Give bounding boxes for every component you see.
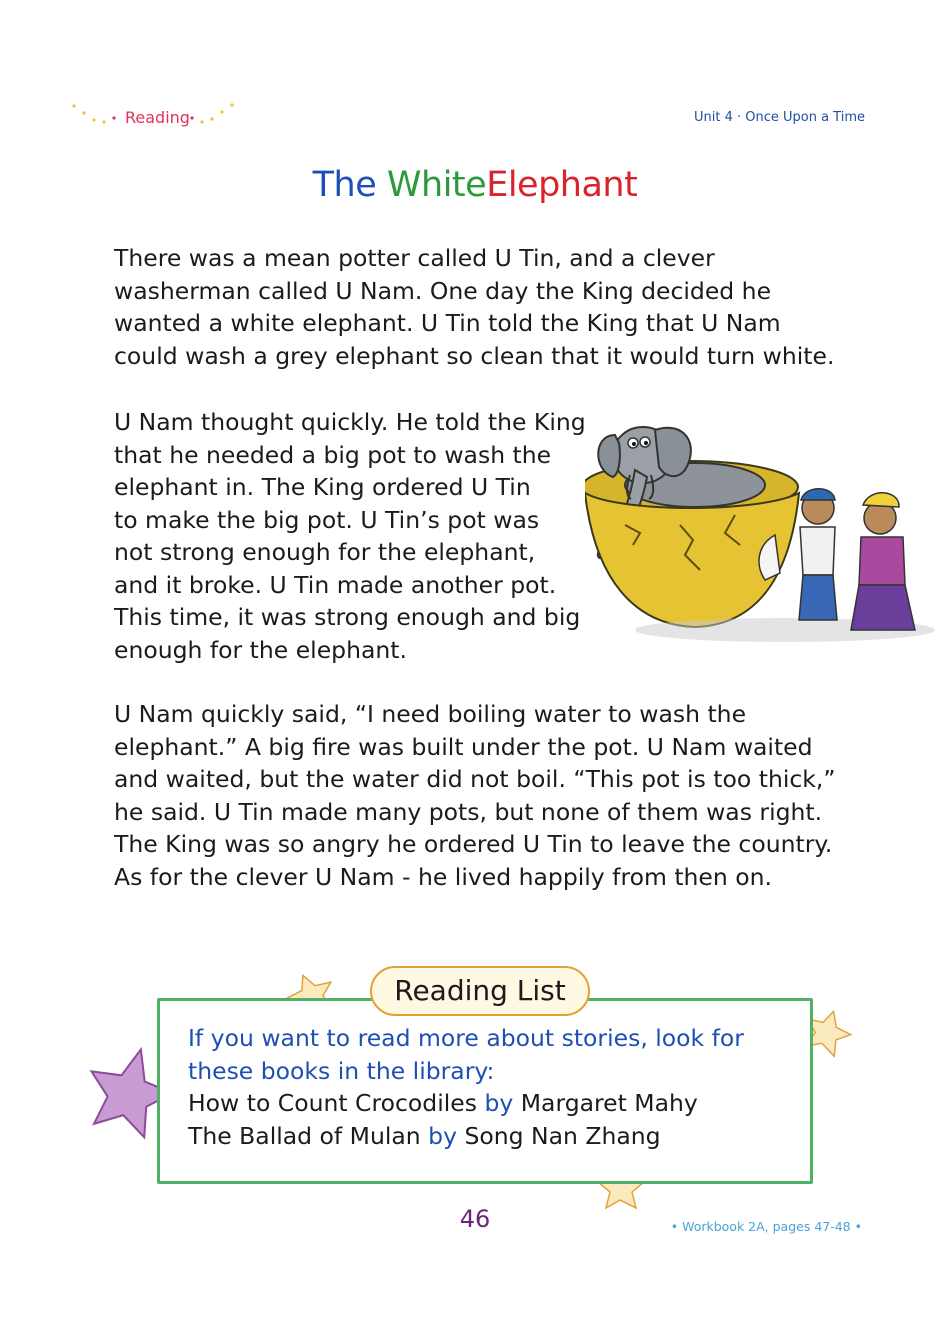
unit-label: Unit 4 · Once Upon a Time	[693, 110, 865, 125]
story-line: elephant in. The King ordered U Tin	[114, 473, 531, 501]
book-item	[188, 1120, 698, 1153]
story-line: washerman called U Nam. One day the King decided he	[114, 276, 772, 305]
story-paragraph-3	[114, 698, 836, 893]
page-number: 46	[459, 1205, 491, 1233]
title-word-elephant: Elephant	[486, 165, 638, 205]
story-line: could wash a grey elephant so clean that it would turn white.	[114, 341, 835, 370]
story-line: U Nam quickly said, “I need boiling water to wash the	[114, 700, 747, 728]
reading-list-intro-line: If you want to read more about stories, look for	[188, 1024, 744, 1052]
story-line: elephant.” A big fire was built under the pot. U Nam waited	[114, 732, 813, 761]
elephant-pot-illustration	[585, 415, 935, 665]
book-item	[188, 1087, 698, 1120]
story-line: that he needed a big pot to wash the	[114, 440, 552, 469]
story-line: and it broke. U Tin made another pot.	[114, 570, 557, 599]
title-word-the: The	[312, 165, 377, 205]
story-line: This time, it was strong enough and big	[114, 603, 581, 631]
story-line: U Nam thought quickly. He told the King	[114, 408, 586, 436]
title-word-white: White	[386, 165, 487, 205]
story-line: he said. U Tin made many pots, but none of them was right.	[114, 797, 823, 826]
book-by: by	[484, 1089, 514, 1117]
page-title	[0, 165, 950, 205]
workbook-reference: • Workbook 2A, pages 47-48 •	[670, 1219, 862, 1234]
book-by: by	[428, 1121, 457, 1150]
book-author: Song Nan Zhang	[464, 1121, 661, 1150]
reading-list-books	[188, 1087, 698, 1152]
story-line: enough for the elephant.	[114, 635, 407, 664]
section-label	[70, 100, 270, 140]
story-line: There was a mean potter called U Tin, and a clever	[114, 244, 715, 272]
reading-list-intro	[188, 1022, 744, 1087]
book-title: How to Count Crocodiles	[188, 1089, 477, 1117]
story-line: The King was so angry he ordered U Tin to leave the country.	[114, 830, 833, 858]
story-line: wanted a white elephant. U Tin told the King that U Nam	[114, 309, 781, 337]
story-paragraph-1	[114, 242, 834, 372]
story-line: and waited, but the water did not boil. “This pot is too thick,”	[114, 765, 836, 793]
story-line: As for the clever U Nam - he lived happily from then on.	[114, 862, 772, 891]
story-line: to make the big pot. U Tin’s pot was	[114, 505, 540, 534]
story-line: not strong enough for the elephant,	[114, 538, 536, 566]
section-reading-label: Reading	[125, 108, 190, 127]
book-author: Margaret Mahy	[520, 1089, 698, 1117]
story-paragraph-2	[114, 406, 586, 666]
reading-list-intro-line: these books in the library:	[188, 1056, 495, 1085]
reading-list-title: Reading List	[370, 966, 590, 1016]
book-title: The Ballad of Mulan	[188, 1121, 421, 1150]
